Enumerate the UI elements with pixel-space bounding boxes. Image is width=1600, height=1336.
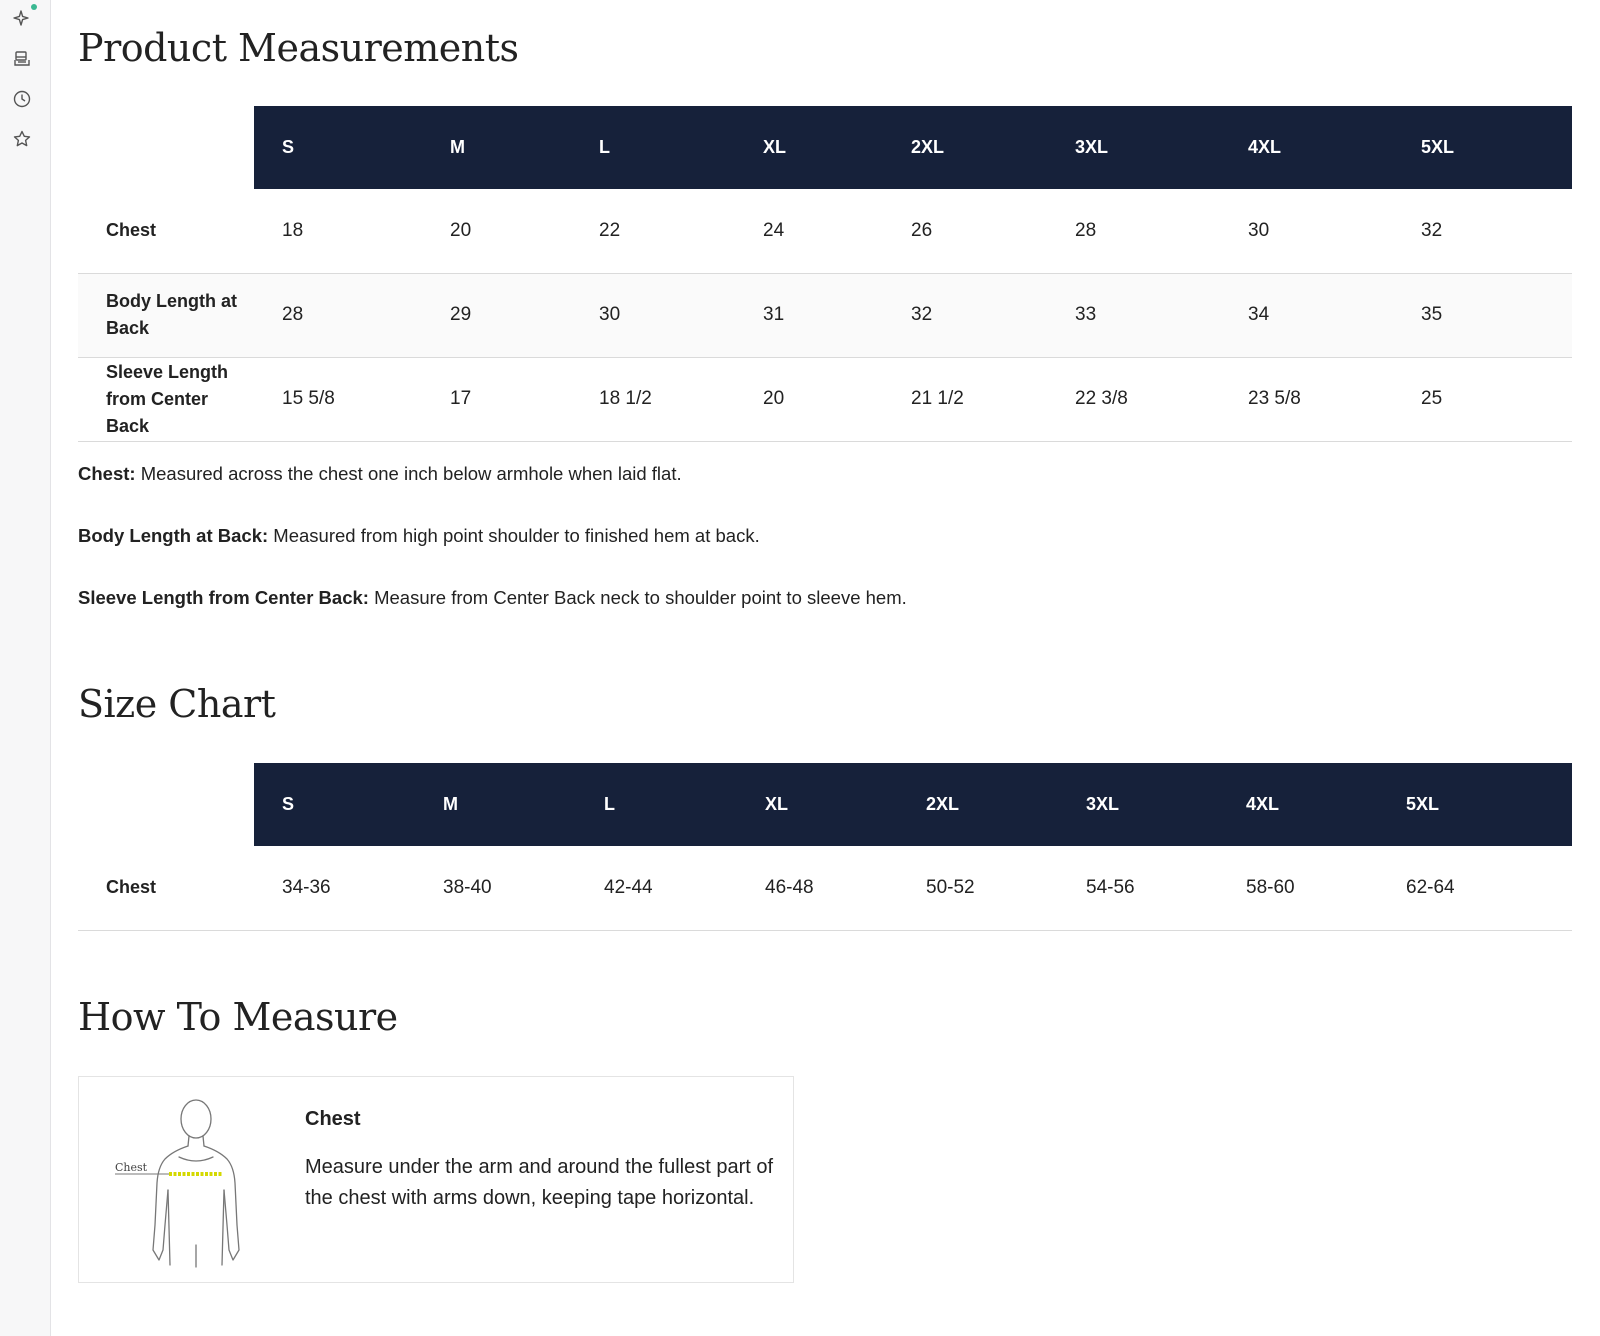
star-icon[interactable] [11,128,33,150]
size-header: S [254,763,415,846]
table-cell: 33 [1047,273,1220,357]
table-cell: 28 [1047,189,1220,273]
table-cell: 58-60 [1218,846,1378,930]
size-header: 3XL [1058,763,1218,846]
size-header: 4XL [1220,106,1393,189]
clock-icon[interactable] [11,88,33,110]
table-cell: 32 [883,273,1047,357]
table-cell: 31 [735,273,883,357]
chest-measure-card [78,1076,794,1283]
table-cell: 23 5/8 [1220,357,1393,441]
measurement-definitions [78,463,907,649]
table-header-row [78,763,1572,846]
table-cell: 38-40 [415,846,576,930]
size-chart-title: Size Chart [78,682,276,726]
definition-term: Chest: [78,463,136,484]
table-cell: 22 3/8 [1047,357,1220,441]
card-title: Chest [305,1108,361,1130]
size-header: M [422,106,571,189]
size-header: XL [737,763,898,846]
table-cell: 24 [735,189,883,273]
definition-term: Sleeve Length from Center Back: [78,587,369,608]
definition-text: Measured across the chest one inch below armhole when laid flat. [135,463,682,484]
product-measurements-table [78,106,1572,442]
body-figure-illustration [113,1095,243,1270]
table-cell: 32 [1393,189,1572,273]
definition-term: Body Length at Back: [78,525,269,546]
table-header-row [78,106,1572,189]
table-cell: 35 [1393,273,1572,357]
notification-dot [31,4,37,10]
definition-text: Measure from Center Back neck to shoulder point to sleeve hem. [368,587,907,608]
table-cell: 29 [422,273,571,357]
how-to-measure-title: How To Measure [78,995,398,1039]
table-cell: 21 1/2 [883,357,1047,441]
table-cell: 18 [254,189,422,273]
row-label: Body Length at Back [78,273,254,357]
row-label: Sleeve Length from Center Back [78,357,254,441]
table-cell: 46-48 [737,846,898,930]
size-header: 5XL [1393,106,1572,189]
size-header: L [571,106,735,189]
table-cell: 25 [1393,357,1572,441]
definition-item [78,525,907,587]
sparkle-icon[interactable] [11,7,33,29]
size-chart-table [78,763,1572,931]
size-header: M [415,763,576,846]
table-cell: 30 [1220,189,1393,273]
table-row [78,357,1572,441]
table-cell: 28 [254,273,422,357]
size-header: 4XL [1218,763,1378,846]
table-cell: 34 [1220,273,1393,357]
definition-item [78,587,907,649]
size-header: XL [735,106,883,189]
size-header: 5XL [1378,763,1572,846]
table-cell: 17 [422,357,571,441]
table-cell: 18 1/2 [571,357,735,441]
definition-text: Measured from high point shoulder to finished hem at back. [268,525,760,546]
table-cell: 20 [735,357,883,441]
sidebar [0,0,51,1336]
card-description: Measure under the arm and around the fullest part of the chest with arms down, keeping tape horizontal. [305,1156,774,1209]
table-row [78,189,1572,273]
table-cell: 54-56 [1058,846,1218,930]
figure-label: Chest [115,1161,148,1174]
row-label: Chest [78,846,254,930]
table-cell: 15 5/8 [254,357,422,441]
product-measurements-title: Product Measurements [78,26,519,70]
definition-item [78,463,907,525]
table-cell: 20 [422,189,571,273]
table-row [78,846,1572,930]
table-row [78,273,1572,357]
table-cell: 26 [883,189,1047,273]
row-label: Chest [78,189,254,273]
size-header: L [576,763,737,846]
size-header: S [254,106,422,189]
table-cell: 34-36 [254,846,415,930]
inbox-tray-icon[interactable] [11,48,33,70]
size-header: 2XL [898,763,1058,846]
table-cell: 30 [571,273,735,357]
table-cell: 50-52 [898,846,1058,930]
table-cell: 22 [571,189,735,273]
size-header: 3XL [1047,106,1220,189]
table-cell: 42-44 [576,846,737,930]
table-cell: 62-64 [1378,846,1572,930]
size-header: 2XL [883,106,1047,189]
